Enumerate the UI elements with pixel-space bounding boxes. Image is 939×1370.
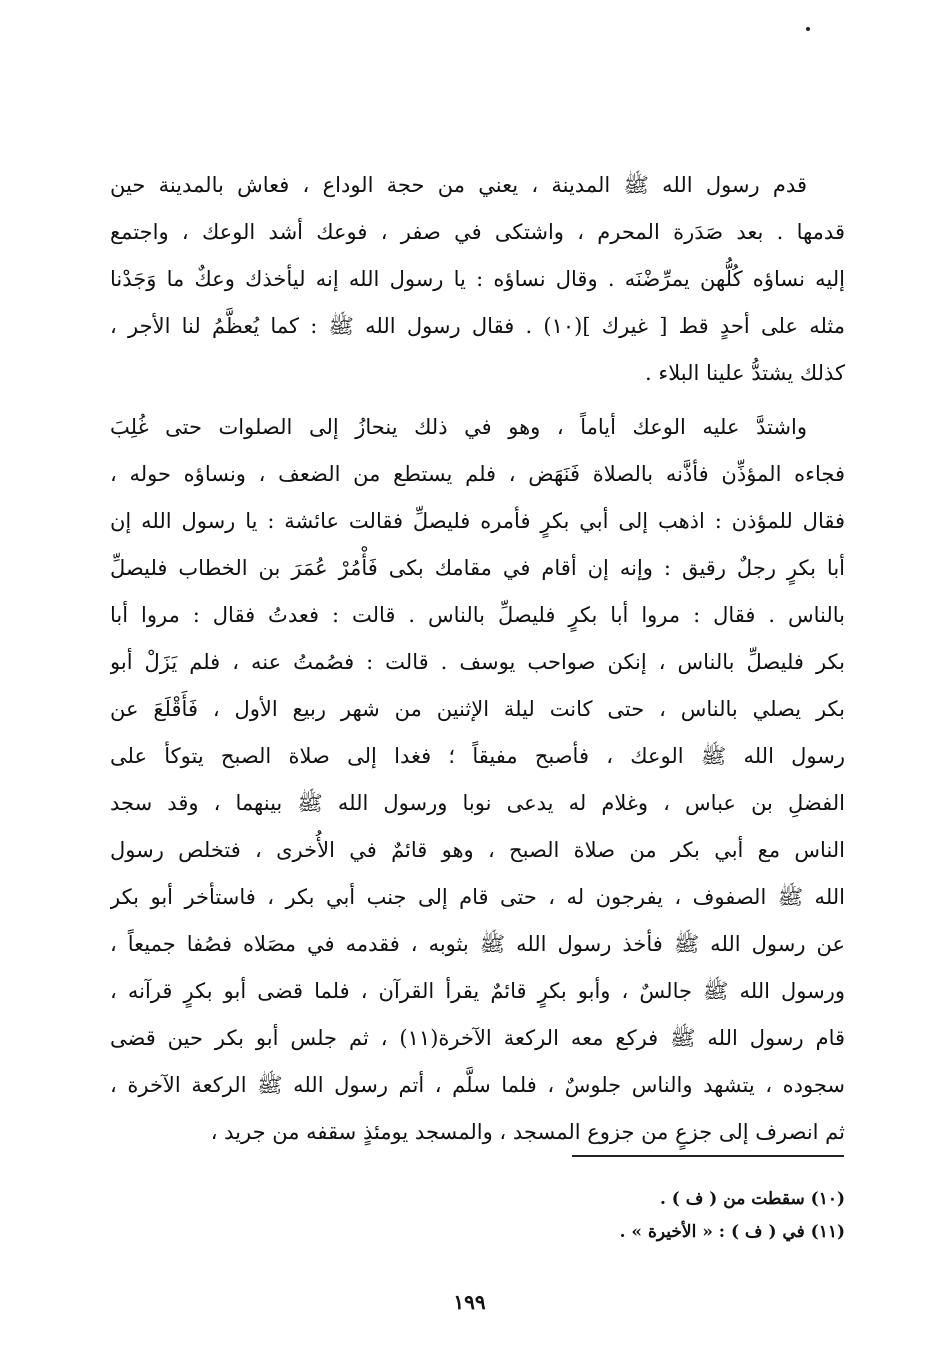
footnote-10: (١٠) سقطت من ( ف ) . xyxy=(659,1189,845,1209)
text-line: أبا بكرٍ رجلٌ رقيق : وإنه إن أقام في مقامك بكى فَأْمُرْ عُمَرَ بن الخطاب فليصلِّ xyxy=(110,556,845,580)
text-line: قدمها . بعد صَدَرة المحرم ، واشتكى في صفر ، فوعك أشد الوعك ، واجتمع xyxy=(110,220,845,244)
text-line: مثله على أحدٍ قط [ غيرك ](١٠) . فقال رسول الله ﷺ : كما يُعظَّمُ لنا الأجر ، xyxy=(110,314,845,338)
footnote-11: (١١) في ( ف ) : « الأخيرة » . xyxy=(619,1222,845,1242)
text-line: ثم انصرف إلى جزعٍ من جزوع المسجد ، والمسجد يومئذٍ سقفه من جريد ، xyxy=(210,1120,845,1144)
text-line: واشتدَّ عليه الوعك أياماً ، وهو في ذلك ينحازُ إلى الصلوات حتى غُلِبَ xyxy=(110,415,807,439)
text-line: بالناس . فقال : مروا أبا بكرٍ فليصلِّ بالناس . قالت : فعدتُ فقال : مروا أبا xyxy=(110,603,845,627)
text-line: بكر فليصلِّ بالناس ، إنكن صواحب يوسف . قالت : فصُمتُ عنه ، فلم يَزَلْ أبو xyxy=(110,650,845,674)
text-line: بكر يصلي بالناس ، حتى كانت ليلة الإثنين من شهر ربيع الأول ، فَأَقْلَعَ عن xyxy=(110,697,845,721)
text-line: رسول الله ﷺ الوعك ، فأصبح مفيقاً ؛ فغدا إلى صلاة الصبح يتوكأ على xyxy=(110,744,845,768)
text-line: الفضلِ بن عباس ، وغلام له يدعى نوبا ورسول الله ﷺ بينهما ، وقد سجد xyxy=(110,791,845,815)
speck-mark xyxy=(806,27,810,31)
text-line: كذلك يشتدُّ علينا البلاء . xyxy=(645,361,845,385)
footnotes xyxy=(400,1183,845,1249)
text-line: فقال للمؤذن : اذهب إلى أبي بكرٍ فأمره فليصلِّ فقالت عائشة : يا رسول الله إن xyxy=(110,509,845,533)
text-line: قام رسول الله ﷺ فركع معه الركعة الآخرة(١١) ، ثم جلس أبو بكر حين قضى xyxy=(110,1026,845,1050)
text-line: ورسول الله ﷺ جالسٌ ، وأبو بكرٍ قائمٌ يقرأ القرآن ، فلما قضى أبو بكرٍ قرآنه ، xyxy=(110,979,845,1003)
text-line: عن رسول الله ﷺ فأخذ رسول الله ﷺ بثوبه ، فقدمه في مصَلاه فصُفا جميعاً ، xyxy=(110,932,845,956)
paragraph-1 xyxy=(110,162,845,397)
text-line: قدم رسول الله ﷺ المدينة ، يعني من حجة الوداع ، فعاش بالمدينة حين xyxy=(110,173,807,197)
text-line: الله ﷺ الصفوف ، يفرجون له ، حتى قام إلى جنب أبي بكر ، فاستأخر أبو بكر xyxy=(110,885,845,909)
paragraph-2 xyxy=(110,404,845,1156)
footnote-divider xyxy=(572,1155,844,1157)
text-line: فجاءه المؤذِّن فأذَّنه بالصلاة فَنَهَض ، فلم يستطع من الضعف ، ونساؤه حوله ، xyxy=(110,462,845,486)
text-line: سجوده ، يتشهد والناس جلوسٌ ، فلما سلَّم ، أتم رسول الله ﷺ الركعة الآخرة ، xyxy=(110,1073,845,1097)
text-line: الناس مع أبي بكر من صلاة الصبح ، وهو قائمٌ في الأُخرى ، فتخلص رسول xyxy=(110,838,845,862)
text-line: إليه نساؤه كُلُّهن يمرِّضْنَه . وقال نساؤه : يا رسول الله إنه ليأخذك وعكٌ ما وَجَدْنا xyxy=(110,267,845,291)
page-number: ١٩٩ xyxy=(453,1290,486,1314)
